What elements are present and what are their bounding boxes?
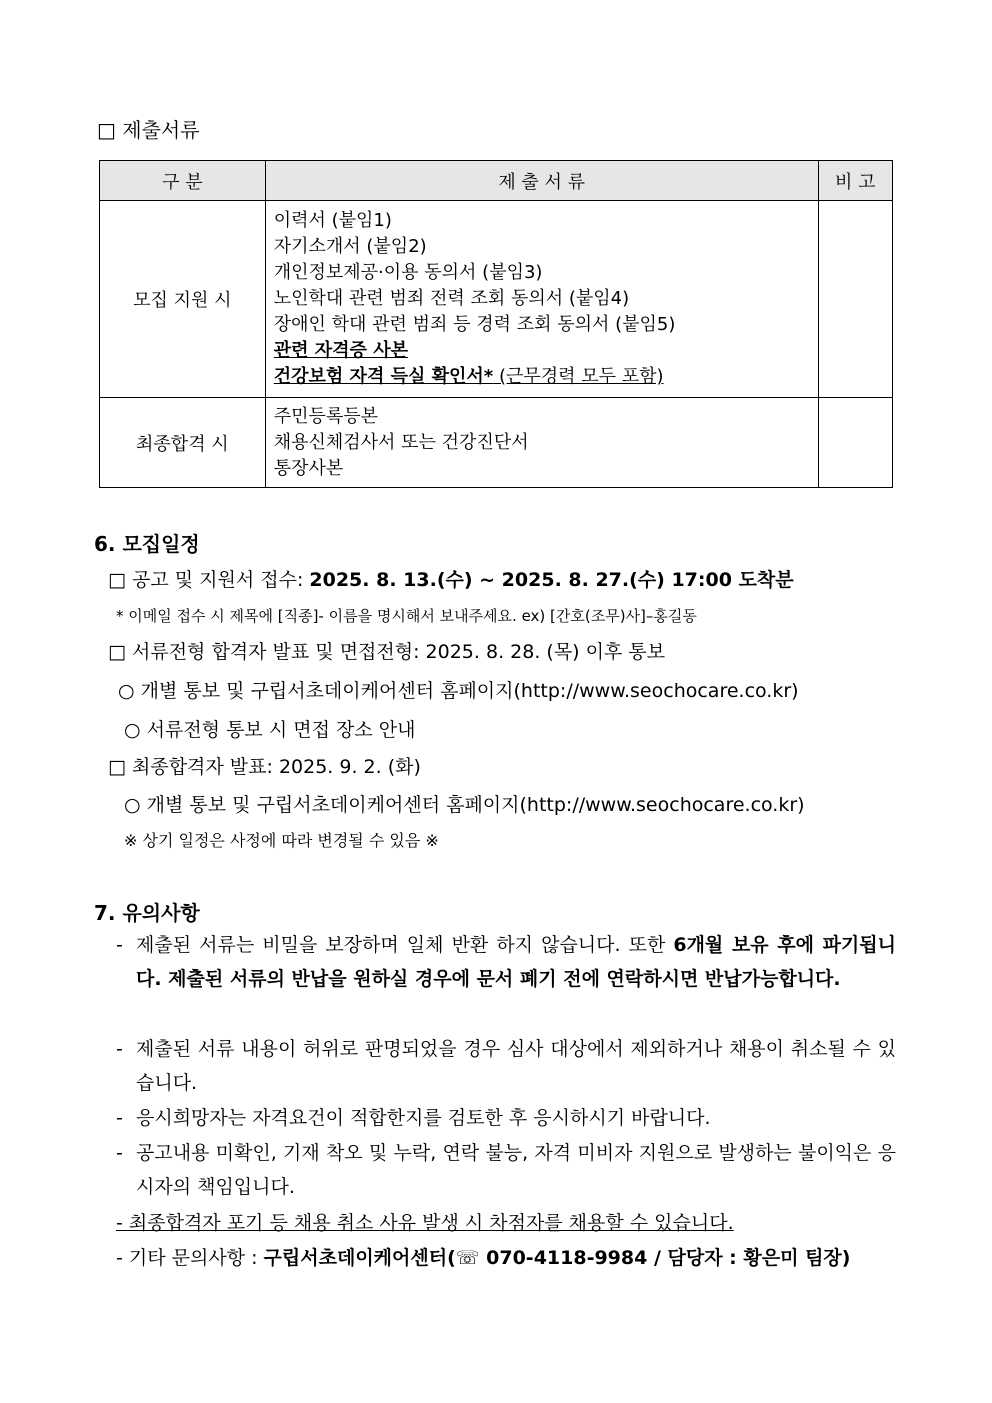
dash-marker: - <box>116 934 123 956</box>
screening-notice: ○ 개별 통보 및 구립서초데이케어센터 홈페이지(http://www.seochocare.co.kr) <box>118 680 799 702</box>
note-paragraph-4 <box>116 1136 896 1204</box>
note-6-prefix: - 기타 문의사항 : <box>116 1247 264 1269</box>
table-row <box>100 398 893 488</box>
note-2-text: 제출된 서류 내용이 허위로 판명되었을 경우 심사 대상에서 제외하거나 채용이 취소될 수 있습니다. <box>136 1038 896 1094</box>
list-item-insurance <box>274 364 818 390</box>
row-note <box>818 398 892 488</box>
receipt-line <box>108 565 794 592</box>
note-paragraph-1 <box>116 928 896 996</box>
list-item: 자기소개서 (붙임2) <box>273 236 427 257</box>
header-documents: 제 출 서 류 <box>265 161 818 201</box>
dash-marker: - <box>116 1038 123 1060</box>
docs-heading: □ 제출서류 <box>97 118 200 142</box>
notes-title: 7. 유의사항 <box>94 901 200 925</box>
final-notice: ○ 개별 통보 및 구립서초데이케어센터 홈페이지(http://www.seochocare.co.kr) <box>124 794 805 816</box>
note-paragraph-2 <box>116 1032 896 1100</box>
header-category: 구 분 <box>100 161 266 201</box>
list-item: 채용신체검사서 또는 건강진단서 <box>273 431 529 453</box>
receipt-dates: 2025. 8. 13.(수) ~ 2025. 8. 27.(수) 17:00 도착분 <box>309 569 794 591</box>
final-line: □ 최종합격자 발표: 2025. 9. 2. (화) <box>108 756 421 778</box>
row-note <box>818 201 892 398</box>
receipt-prefix: □ 공고 및 지원서 접수: <box>108 569 310 591</box>
schedule-title: 6. 모집일정 <box>94 532 200 556</box>
screening-line: □ 서류전형 합격자 발표 및 면접전형: 2025. 8. 28. (목) 이후 통보 <box>108 641 666 663</box>
note-1-bold: 6개월 보유 후에 파기됩니다. 제출된 서류의 반납을 원하실 경우에 문서 폐기 전에 연락하시면 반납가능합니다. <box>136 934 896 990</box>
list-item: 통장사본 <box>273 457 344 479</box>
note-paragraph-6 <box>116 1243 850 1270</box>
note-paragraph-5: - 최종합격자 포기 등 채용 취소 사유 발생 시 차점자를 채용할 수 있습니다. <box>116 1212 734 1234</box>
email-note: * 이메일 접수 시 제목에 [직종]- 이름을 명시해서 보내주세요. ex) [간호(조무)사]–홍길동 <box>116 607 697 625</box>
note-3-text: 응시희망자는 자격요건이 적합한지를 검토한 후 응시하시기 바랍니다. <box>136 1107 711 1129</box>
list-item: 이력서 (붙임1) <box>273 210 392 231</box>
row-label: 모집 지원 시 <box>100 201 266 398</box>
change-note: ※ 상기 일정은 사정에 따라 변경될 수 있음 ※ <box>124 831 439 850</box>
note-1-text: 제출된 서류는 비밀을 보장하며 일체 반환 하지 않습니다. 또한 <box>136 934 674 956</box>
note-paragraph-3 <box>116 1101 896 1135</box>
table-header-row <box>100 161 893 201</box>
document-list <box>265 398 818 488</box>
list-item: 주민등록등본 <box>273 405 379 427</box>
insurance-suffix: (근무경력 모두 포함) <box>493 366 664 387</box>
list-item: 개인정보제공·이용 동의서 (붙임3) <box>273 262 543 283</box>
documents-table <box>99 160 893 488</box>
list-item: 노인학대 관련 범죄 전력 조회 동의서 (붙임4) <box>273 288 630 309</box>
contact-info: 구립서초데이케어센터(☏ 070-4118-9984 / 담당자 : 황은미 팀장) <box>263 1247 851 1269</box>
list-item: 장애인 학대 관련 범죄 등 경력 조회 동의서 (붙임5) <box>273 314 676 335</box>
dash-marker: - <box>116 1107 123 1129</box>
table-row <box>100 201 893 398</box>
dash-marker: - <box>116 1142 123 1164</box>
interview-place: ○ 서류전형 통보 시 면접 장소 안내 <box>124 719 416 741</box>
row-label: 최종합격 시 <box>100 398 266 488</box>
list-item-certificate: 관련 자격증 사본 <box>273 340 408 361</box>
insurance-label: 건강보험 자격 득실 확인서* <box>273 366 494 387</box>
note-4-text: 공고내용 미확인, 기재 착오 및 누락, 연락 불능, 자격 미비자 지원으로 발생하는 불이익은 응시자의 책임입니다. <box>136 1142 896 1198</box>
header-remarks: 비 고 <box>818 161 892 201</box>
document-list <box>265 201 818 398</box>
